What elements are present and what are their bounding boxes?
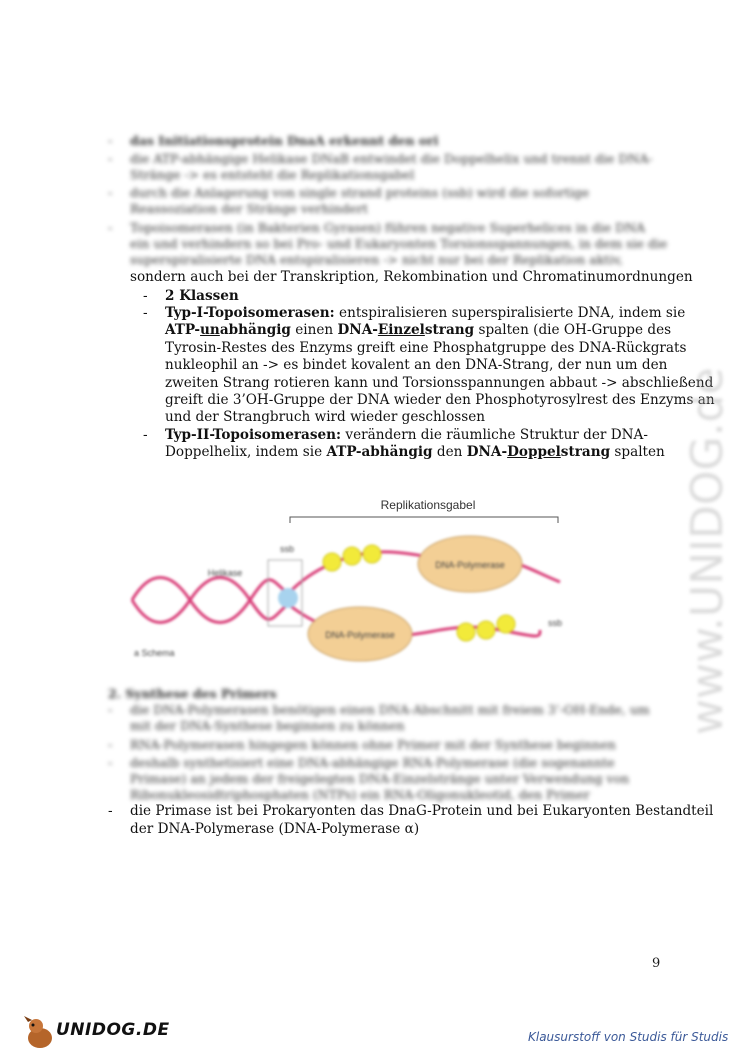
text-run: verändern die räumliche Struktur der DNA- [341,427,648,443]
footer-tagline: Klausurstoff von Studis für Studis [528,1030,729,1044]
text-run: ATP- [165,322,201,339]
text-run: strang [424,322,475,339]
text-run: spalten [610,444,665,461]
bullet-dash: - [108,151,113,166]
text-run: den [432,444,467,461]
list-item-typ2 [165,427,665,462]
text-run: entspiralisieren superspiralisierte DNA, indem sie [334,305,686,321]
list-dash: - [143,305,148,321]
blurred-line: RNA-Polymerasen hingegen können ohne Primer mit der Synthese beginnen [130,737,616,752]
list-item-klassen: 2 Klassen [165,288,239,304]
watermark [640,270,750,740]
blurred-line: mit der DNA-Synthese beginnen zu können [130,718,405,733]
text-line: und der Strangbruch wird wieder geschlossen [165,409,486,426]
bullet-dash: - [108,220,113,235]
ssb-protein [457,623,475,641]
page-number: 9 [652,956,661,971]
blurred-line: die ATP-abhängige Helikase DNaB entwindet die Doppelhelix und trennt die DNA- [130,151,653,166]
helikase-label: Helikase [207,568,243,578]
text-run: un [200,322,220,339]
bullet-dash: - [108,702,113,717]
dna-strand [132,578,288,623]
blurred-line: die DNA-Polymerasen benötigen einen DNA-Abschnitt mit freiem 3’-OH-Ende, um [130,702,650,717]
text-run: strang [560,444,611,461]
blurred-line: superspiralisierte DNA entspiralisieren -> nicht nur bei der Replikation aktiv, [130,252,623,267]
diagram-caption: a Schema [134,648,175,658]
list-dash: - [143,427,148,443]
diagram-title: Replikationsgabel [380,498,476,512]
replication-fork-diagram [120,490,580,670]
text-line: die Primase ist bei Prokaryonten das DnaG-Protein und bei Eukaryonten Bestandteil [130,803,714,819]
bullet-dash: - [108,185,113,200]
blurred-line: das Initiationsprotein DnaA erkennt den ori [130,133,439,148]
fork-bracket [290,517,558,523]
dna-strand [132,578,288,623]
polymerase-label: DNA-Polymerase [435,560,505,570]
ssb-label: ssb [279,544,295,554]
watermark-text: www.UNIDOG.de [682,367,733,735]
text-run: Doppelhelix, indem sie [165,444,327,461]
bullet-dash: - [108,755,113,770]
polymerase-label: DNA-Polymerase [325,630,395,640]
blurred-line: Ribonukleosidtriphosphaten (NTPs) ein RNA-Oligonukleotid, den Primer [130,787,590,802]
list-item-typ1 [165,305,715,427]
helicase-shape [278,588,298,608]
blurred-line: durch die Anlagerung von single strand proteins (ssb) wird die sofortige [130,185,590,200]
text-run: spalten (die OH-Gruppe des [474,322,672,339]
blurred-line: ein und verhindern so bei Pro- und Eukaryonten Torsionsspannungen, in dem sie die [130,236,668,251]
bullet-dash: - [108,737,113,752]
text-line: zweiten Strang rotieren kann und Torsionsspannungen abbaut -> abschließend [165,374,714,391]
text-line: greift die 3’OH-Gruppe der DNA wieder den Phosphotyrosylrest des Enzyms an [165,392,715,409]
text-run: abhängig [219,322,291,339]
blurred-line: Stränge -> es entsteht die Replikationsgabel [130,167,415,182]
blurred-line: Topoisomerasen (in Bakterien Gyrasen) führen negative Superhelices in die DNA [130,220,646,235]
ssb-protein [477,621,495,639]
text-run: DNA- [466,444,508,461]
text-line: der DNA-Polymerase (DNA-Polymerase α) [130,821,420,837]
typ2-heading: Typ-II-Topoisomerasen: [165,427,342,443]
text-line: sondern auch bei der Transkription, Rekombination und Chromatinumordnungen [130,269,693,285]
text-run: Einzel [377,322,425,339]
ssb-protein [497,615,515,633]
text-run: ATP-abhängig [326,444,433,461]
text-run: DNA- [337,322,378,339]
list-dash: - [108,803,113,819]
typ1-heading: Typ-I-Topoisomerasen: [165,305,335,321]
blurred-line: deshalb synthetisiert eine DNA-abhängige RNA-Polymerase (die sogenannte [130,755,615,770]
text-run: einen [290,322,338,339]
text-run: Doppel [507,444,561,461]
ssb-protein [343,547,361,565]
list-dash: - [143,288,148,304]
bullet-dash: - [108,133,113,148]
ssb-protein [363,545,381,563]
blurred-heading: 2. Synthese des Primers [108,686,277,701]
ssb-label: ssb [548,618,563,628]
blurred-line: Reassoziation der Stränge verhindert [130,201,368,216]
blurred-line: Primase) an jedem der freigelegten DNA-Einzelstränge unter Verwendung von [130,771,630,786]
text-line: nukleophil an -> es bindet kovalent an den DNA-Strang, der nun um den [165,357,668,374]
text-line: Tyrosin-Restes des Enzyms greift eine Phosphatgruppe des DNA-Rückgrats [165,339,687,356]
logo-text: UNIDOG.DE [56,1020,170,1040]
ssb-protein [323,553,341,571]
